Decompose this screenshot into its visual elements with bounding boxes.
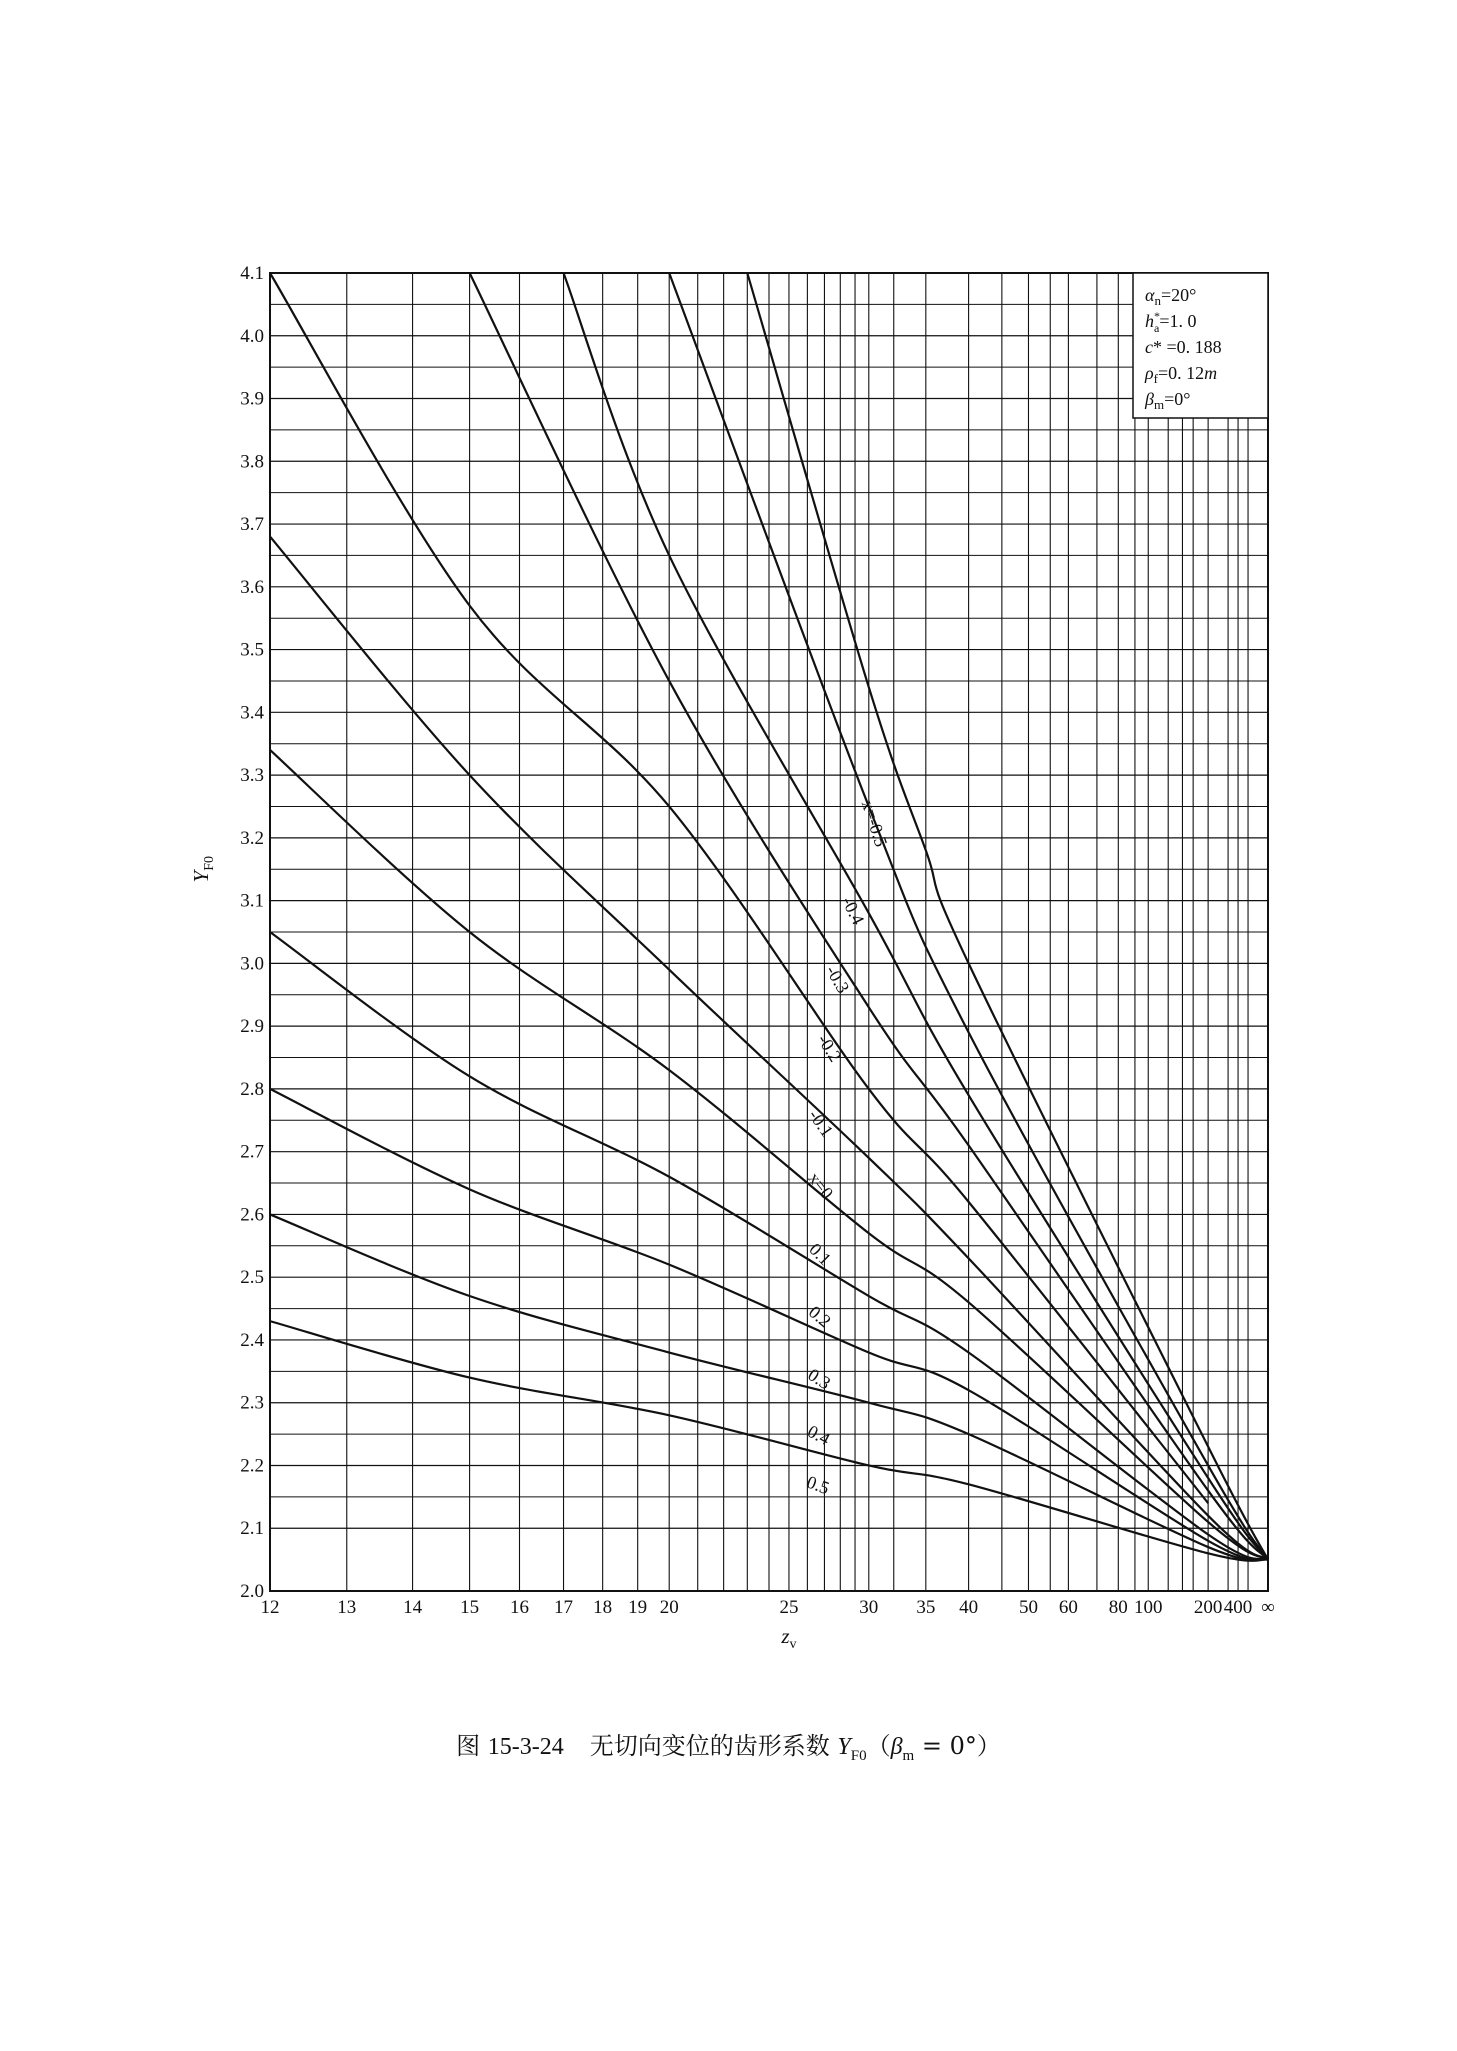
curve-label: 0.1 xyxy=(805,1239,836,1270)
curve-label: -0.1 xyxy=(804,1105,838,1141)
curve-label: 0.5 xyxy=(804,1471,833,1499)
x-tick-label: ∞ xyxy=(1261,1597,1275,1618)
caption-symbol: Y xyxy=(837,1734,851,1760)
x-tick-label: 50 xyxy=(1018,1597,1038,1618)
x-tick-labels xyxy=(261,1597,1275,1618)
y-tick-label: 2.1 xyxy=(240,1518,264,1540)
x-tick-label: 35 xyxy=(916,1597,936,1618)
x-tick-label: 25 xyxy=(779,1597,799,1618)
y-tick-label: 3.8 xyxy=(240,451,264,473)
figure-caption xyxy=(0,1726,1457,1765)
curve-label: 0.3 xyxy=(804,1364,835,1394)
caption-text: 无切向变位的齿形系数 xyxy=(589,1732,830,1760)
x-tick-label: 400 xyxy=(1223,1597,1253,1618)
caption-beta: β xyxy=(890,1734,903,1760)
curve-label: -0.2 xyxy=(813,1030,846,1066)
y-tick-label: 2.9 xyxy=(240,1016,264,1038)
y-tick-label: 2.5 xyxy=(240,1267,264,1289)
y-tick-label: 3.3 xyxy=(240,765,264,787)
y-tick-label: 4.1 xyxy=(240,263,264,284)
y-axis-label-main: Y xyxy=(189,870,213,883)
x-tick-label: 30 xyxy=(859,1597,879,1618)
curve-label: 0.4 xyxy=(804,1420,834,1450)
series-curve xyxy=(747,273,1268,1560)
legend-entry: c* =0. 188 xyxy=(1145,337,1222,357)
curve-label: x=0 xyxy=(804,1168,838,1203)
x-tick-label: 200 xyxy=(1193,1597,1223,1618)
x-tick-label: 19 xyxy=(628,1597,648,1618)
x-tick-label: 17 xyxy=(554,1597,574,1618)
y-tick-label: 2.8 xyxy=(240,1078,264,1100)
x-tick-label: 18 xyxy=(593,1597,613,1618)
y-tick-label: 2.0 xyxy=(240,1581,264,1602)
y-tick-label: 2.6 xyxy=(240,1204,264,1226)
x-tick-label: 13 xyxy=(337,1597,357,1618)
x-tick-label: 16 xyxy=(510,1597,529,1618)
y-tick-label: 3.9 xyxy=(240,388,264,410)
y-tick-label: 3.2 xyxy=(240,827,264,849)
curve-label: -0.3 xyxy=(821,961,854,997)
y-tick-label: 3.5 xyxy=(240,639,264,661)
y-tick-label: 3.4 xyxy=(240,702,264,724)
x-tick-label: 15 xyxy=(460,1597,480,1618)
legend-entry: $\alpha_n=20^\circ$ xyxy=(1145,285,1197,308)
series-curve xyxy=(270,273,1208,1503)
x-axis-label-main: z xyxy=(781,1624,790,1648)
x-tick-label: 80 xyxy=(1108,1597,1128,1618)
y-tick-label: 3.1 xyxy=(240,890,264,912)
caption-paren-rest: = 0°） xyxy=(914,1732,1001,1760)
y-tick-labels xyxy=(240,263,264,1602)
y-axis-label-sub: F0 xyxy=(202,855,217,871)
y-tick-label: 2.4 xyxy=(240,1329,264,1351)
legend-entry: $\beta_m=0^\circ$ xyxy=(1145,389,1191,412)
caption-number: 15-3-24 xyxy=(487,1734,564,1760)
y-tick-label: 2.2 xyxy=(240,1455,264,1477)
x-axis-label-sub: v xyxy=(789,1637,797,1652)
y-tick-label: 3.7 xyxy=(240,514,264,536)
y-tick-label: 4.0 xyxy=(240,325,264,347)
x-tick-label: 12 xyxy=(260,1597,280,1618)
curve-labels xyxy=(804,798,891,1498)
x-tick-label: 40 xyxy=(959,1597,979,1618)
legend-entry: $\rho_f=0$. 12m xyxy=(1145,363,1218,386)
caption-paren-open: （ xyxy=(866,1732,891,1760)
y-axis-label xyxy=(189,856,217,882)
caption-beta-sub: m xyxy=(902,1747,915,1764)
y-tick-label: 2.7 xyxy=(240,1141,264,1163)
x-axis-label xyxy=(780,1624,796,1652)
y-tick-label: 3.6 xyxy=(240,576,264,598)
caption-prefix: 图 xyxy=(456,1732,481,1760)
legend-box xyxy=(1133,273,1268,418)
y-tick-label: 2.3 xyxy=(240,1392,264,1414)
curve-label: x=-0.5 xyxy=(857,797,892,850)
caption-symbol-sub: F0 xyxy=(850,1747,867,1764)
legend-entry: h* a=1. 0 xyxy=(1145,309,1197,335)
x-tick-label: 14 xyxy=(403,1597,423,1618)
x-tick-label: 20 xyxy=(659,1597,679,1618)
y-tick-label: 3.0 xyxy=(240,953,264,975)
x-tick-label: 100 xyxy=(1133,1597,1163,1618)
x-tick-label: 60 xyxy=(1058,1597,1078,1618)
curve-label: 0.2 xyxy=(804,1301,835,1332)
curve-label: -0.4 xyxy=(837,893,869,928)
